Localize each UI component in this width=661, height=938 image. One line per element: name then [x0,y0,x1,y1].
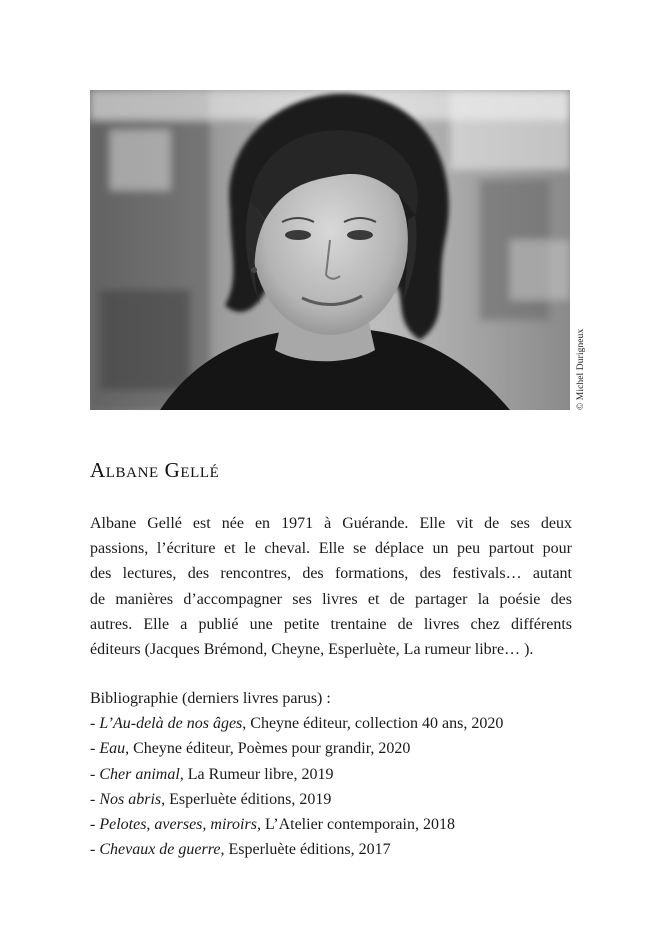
bibliography-item [90,787,572,812]
bibliography-item [90,812,572,837]
bibliography-item [90,762,572,787]
item-prefix: - [90,816,100,834]
bibliography-list [90,711,572,862]
bio-line: autres. Elle a publié une petite trentaine de livres chez différents [90,615,572,633]
bio-line: éditeurs (Jacques Brémond, Cheyne, Esperluète, La rumeur libre… ). [90,641,534,659]
book-details: L’Atelier contemporain, 2018 [260,816,455,834]
item-prefix: - [90,790,100,808]
item-prefix: - [90,740,100,758]
item-prefix: - [90,765,100,783]
author-name-heading: Albane Gellé [90,458,220,482]
book-details: Esperluète éditions, 2017 [224,841,391,859]
book-title: Eau [99,740,126,758]
bio-line: Albane Gellé est née en 1971 à Guérande. Elle vit de ses deux [90,515,572,532]
bibliography-item [90,837,572,862]
bibliography-section [90,686,572,862]
book-title: L’Au-delà de nos âges [99,715,243,733]
item-prefix: - [90,715,100,733]
bibliography-heading: Bibliographie (derniers livres parus) : [90,690,331,707]
book-details: , Cheyne éditeur, Poèmes pour grandir, 2020 [125,740,411,758]
book-title: Pelotes, averses, miroirs, [99,816,261,834]
book-details: Esperluète éditions, 2019 [165,790,332,808]
book-title: Chevaux de guerre, [99,841,225,859]
portrait-image [90,90,570,410]
item-prefix: - [90,841,100,859]
bio-line: de manières d’accompagner ses livres et de partager la poésie des [90,590,572,608]
bibliography-item [90,711,572,736]
bio-line: des lectures, des rencontres, des formations, des festivals… autant [90,565,572,583]
book-title: Cher animal, [99,765,184,783]
bio-line: passions, l’écriture et le cheval. Elle se déplace un peu partout pour [90,540,572,558]
author-biography [90,511,572,662]
author-portrait-photo [90,90,570,410]
book-details: La Rumeur libre, 2019 [183,765,334,783]
bibliography-item [90,736,572,761]
photo-credit: © Michel Durigneux [576,328,586,410]
book-details: , Cheyne éditeur, collection 40 ans, 2020 [242,715,504,733]
book-title: Nos abris, [99,790,166,808]
